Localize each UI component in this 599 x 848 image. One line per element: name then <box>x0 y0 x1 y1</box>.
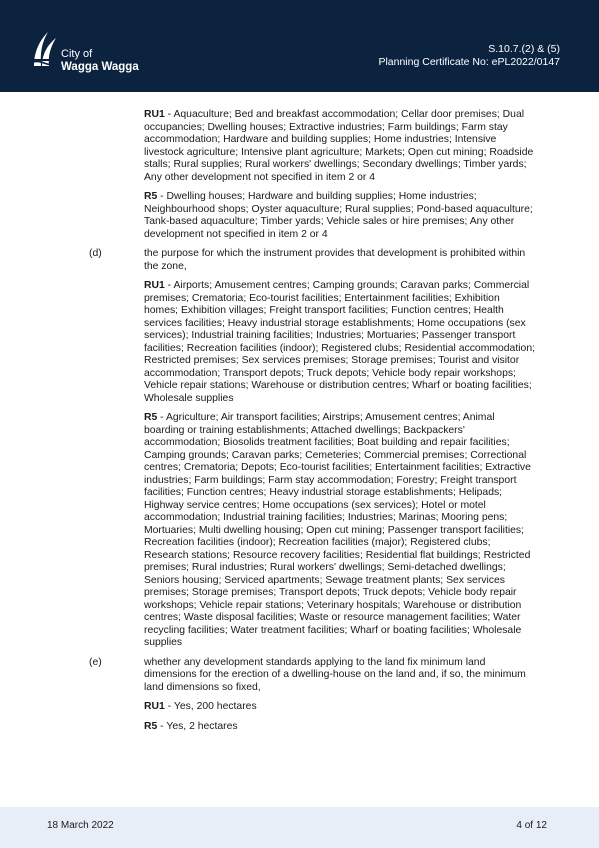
item-e-text: whether any development standards applying to the land fix minimum land dimensions for the erection of a dwelling-house on the land and, if so, the minimum land dimensions so fixed, <box>144 656 526 693</box>
zone-code-ru1: RU1 <box>144 701 165 712</box>
item-d-text: the purpose for which the instrument provides that development is prohibited within the zone, <box>144 248 526 272</box>
certificate-reference <box>378 43 560 69</box>
zone-text: - Agriculture; Air transport facilities; Airstrips; Amusement centres; Animal boarding or training establishments; Attached dwellings; Backpackers' accommodation; Biosolids treatment facilities; Boat building and repair facilities; Camping grounds; Caravan parks; Cemeteries; Commercial premises; Correctional centres; Crematoria; Depots; Eco-tourist facilities; Entertainment facilities; Extractive industries; Farm buildings; Farm stay accommodation; Forestry; Freight transport facilities; Function centres; Heavy industrial storage establishments; Helipads; Highway service centres; Home occupations (sex services); Hotel or motel accommodation; Industrial training facilities; Industries; Marinas; Mooring pens; Mortuaries; Multi dwelling housing; Open cut mining; Passenger transport facilities; Recreation facilities (indoor); Recreation facilities (major); Registered clubs; Research stations; Resource recovery facilities; Residential flat buildings; Restricted premises; Rural industries; Rural workers' dwellings; Semi-detached dwellings; Seniors housing; Serviced apartments; Sewage treatment plants; Sex services premises; Storage premises; Transport depots; Truck depots; Vehicle body repair workshops; Vehicle repair stations; Veterinary hospitals; Warehouse or distribution centres; Waste disposal facilities; Waste or resource management facilities; Water recycling facilities; Water treatment facilities; Wharf or boating facilities; Wholesale supplies <box>144 412 531 648</box>
item-e <box>0 657 599 695</box>
permitted-r5-paragraph <box>0 191 599 241</box>
page-number: 4 of 12 <box>516 820 547 831</box>
prohibited-ru1-paragraph <box>0 280 599 405</box>
min-land-ru1-paragraph <box>0 701 599 714</box>
zone-code-r5: R5 <box>144 412 158 423</box>
page-footer <box>0 807 599 848</box>
zone-code-r5: R5 <box>144 720 158 732</box>
certificate-number: Planning Certificate No: ePL2022/0147 <box>378 56 560 68</box>
logo-line2: Wagga Wagga <box>61 60 139 73</box>
zone-text: - Yes, 200 hectares <box>164 701 257 712</box>
city-logo-icon <box>28 26 62 70</box>
prohibited-r5-paragraph <box>0 412 599 650</box>
zone-text: - Dwelling houses; Hardware and building supplies; Home industries; Neighbourhood shops; Oyster aquaculture; Rural supplies; Pond-based aquaculture; Tank-based aquaculture; Timber yards; Vehicle sales or hire premises; Any other development not specified in item 2 or 4 <box>144 191 533 240</box>
permitted-ru1-paragraph <box>0 109 599 184</box>
zone-text: - Yes, 2 hectares <box>157 720 238 732</box>
zone-code-ru1: RU1 <box>144 109 165 120</box>
logo-line1: City of <box>61 48 93 60</box>
item-letter-e: (e) <box>89 656 102 668</box>
section-ref: S.10.7.(2) & (5) <box>488 43 560 55</box>
zone-text: - Airports; Amusement centres; Camping grounds; Caravan parks; Commercial premises; Crematoria; Eco-tourist facilities; Entertainment facilities; Exhibition homes; Exhibition villages; Freight transport facilities; Function centres; Health services facilities; Heavy industrial storage establishments; Home occupations (sex services); Industrial training facilities; Industries; Mortuaries; Passenger transport facilities; Recreation facilities (indoor); Registered clubs; Residential accommodation; Restricted premises; Sex services premises; Storage premises; Tourist and visitor accommodation; Transport depots; Truck depots; Vehicle body repair workshops; Vehicle repair stations; Warehouse or distribution centres; Wharf or boating facilities; Wholesale supplies <box>144 280 535 404</box>
zone-code-ru1: RU1 <box>144 280 165 291</box>
zone-text: - Aquaculture; Bed and breakfast accommodation; Cellar door premises; Dual occupancies; Dwelling houses; Extractive industries; Farm buildings; Farm stay accommodation; Hardware and building supplies; Home industries; Intensive livestock agriculture; Intensive plant agriculture; Markets; Open cut mining; Roadside stalls; Rural supplies; Rural workers' dwellings; Secondary dwellings; Timber yards; Any other development not specified in item 2 or 4 <box>144 109 534 183</box>
page-header <box>0 0 599 92</box>
item-letter-d: (d) <box>89 248 102 259</box>
document-body <box>0 109 599 740</box>
logo-wordmark <box>61 48 139 73</box>
item-d <box>0 248 599 273</box>
min-land-r5-paragraph <box>0 721 599 734</box>
zone-code-r5: R5 <box>144 191 158 202</box>
footer-date: 18 March 2022 <box>47 820 114 831</box>
